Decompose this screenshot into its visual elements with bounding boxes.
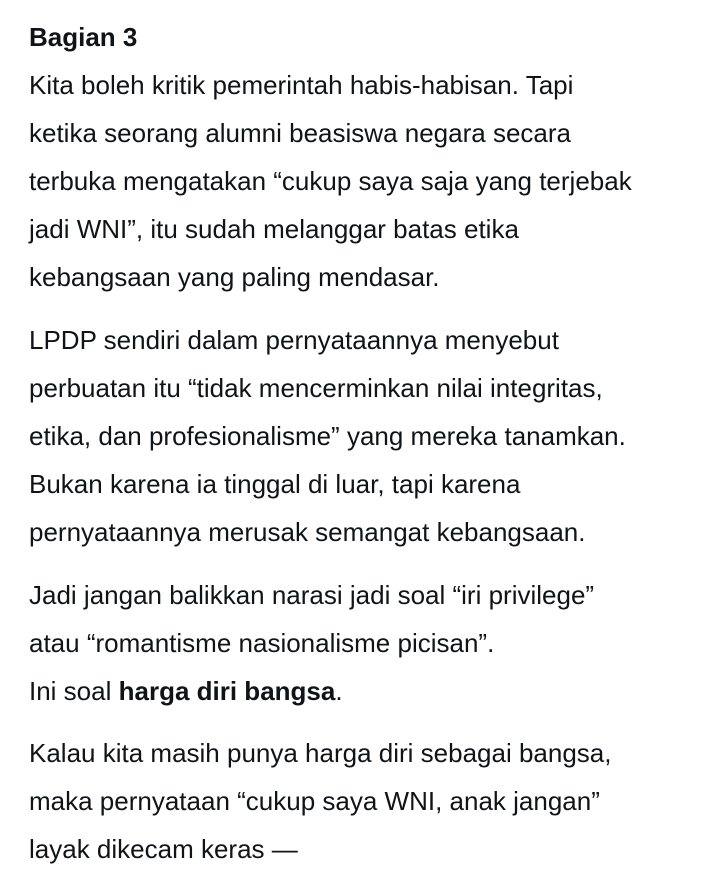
text-segment: Ini soal [29,676,119,706]
paragraph-line: jadi WNI”, itu sudah melanggar batas etika [29,214,519,244]
paragraph-line: LPDP sendiri dalam pernyataannya menyebut [29,325,559,355]
bold-phrase: harga diri bangsa [118,676,336,706]
paragraph-line: layak dikecam keras — [29,834,298,864]
section-heading: Bagian 3 [29,22,138,52]
paragraph-line: perbuatan itu “tidak mencerminkan nilai integritas, [29,373,603,403]
paragraph-line: maka pernyataan “cukup saya WNI, anak jangan” [29,786,600,816]
paragraph-line-emphasis [29,673,343,709]
paragraph-line: Kalau kita masih punya harga diri sebagai bangsa, [29,738,612,768]
paragraph-line: Kita boleh kritik pemerintah habis-habisan. Tapi [29,70,574,100]
paragraph-line: pernyataannya merusak semangat kebangsaan. [29,517,586,547]
paragraph-line: atau “romantisme nasionalisme picisan”. [29,628,495,658]
paragraph-line: etika, dan profesionalisme” yang mereka tanamkan. [29,421,626,451]
paragraph-line: terbuka mengatakan “cukup saya saja yang terjebak [29,166,632,196]
text-segment: . [335,676,343,706]
paragraph-line: kebangsaan yang paling mendasar. [29,262,440,292]
paragraph-line: Bukan karena ia tinggal di luar, tapi karena [29,469,521,499]
paragraph-line: Jadi jangan balikkan narasi jadi soal “iri privilege” [29,580,595,610]
paragraph-line: ketika seorang alumni beasiswa negara secara [29,118,571,148]
